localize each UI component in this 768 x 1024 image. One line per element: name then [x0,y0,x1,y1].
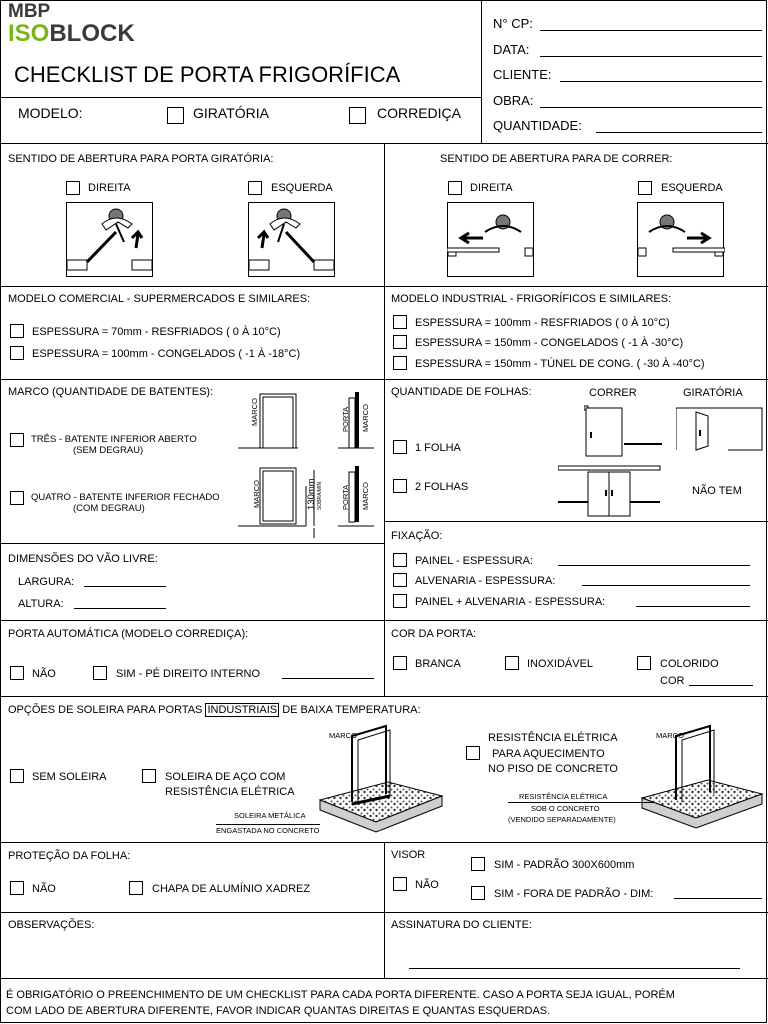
fixacao-alvenaria-label: ALVENARIA - ESPESSURA: [415,575,556,587]
giratoria-esquerda-checkbox[interactable] [248,181,262,195]
resistencia-label-1: RESISTÊNCIA ELÉTRICA [488,732,618,744]
soleira-title-a: OPÇÕES DE SOLEIRA PARA PORTAS [8,704,203,716]
logo [8,2,135,46]
cor-inox-checkbox[interactable] [505,656,519,670]
resistencia-eletrica-small: RESISTÊNCIA ELÉTRICA [519,792,608,801]
soleira-aco-checkbox[interactable] [142,769,156,783]
obra-label: OBRA: [493,93,534,108]
soleira-title [8,703,421,717]
logo-block: BLOCK [49,20,135,47]
logo-iso: ISO [8,20,50,47]
sob-concreto-label: SOB O CONCRETO [531,804,600,813]
fixacao-painel-field[interactable] [558,565,750,566]
modelo-corredica-label: CORREDIÇA [377,105,462,121]
porta-lbl-2: PORTA [341,484,350,510]
industrial-150-tunel-checkbox[interactable] [393,356,407,370]
cor-field[interactable] [689,685,753,686]
fixacao-ambos-field[interactable] [636,606,750,607]
folhas-nao-tem: NÃO TEM [692,485,742,497]
industrial-100-label: ESPESSURA = 100mm - RESFRIADOS ( 0 À 10°C) [415,317,670,329]
automatica-nao-checkbox[interactable] [10,666,24,680]
resistencia-label-3: NO PISO DE CONCRETO [488,763,618,775]
visor-fora-field[interactable] [674,898,762,899]
marco-lbl-2: MARCO [361,404,370,432]
altura-label: ALTURA: [18,598,64,610]
marco-title: MARCO (QUANTIDADE DE BATENTES): [8,386,214,398]
largura-field[interactable] [84,586,166,587]
soleira-metalica-label: SOLEIRA METÁLICA [234,811,306,820]
sliding-door-left-diagram [637,202,725,278]
cp-label: N° CP: [493,16,533,31]
pe-direito-field[interactable] [282,678,374,679]
protecao-title: PROTEÇÃO DA FOLHA: [8,850,131,862]
protecao-nao-checkbox[interactable] [10,881,24,895]
marco-tres-diagram [238,392,378,454]
soleira-title-boxed: INDUSTRIAIS [207,704,278,716]
porta-lbl-1: PORTA [341,406,350,432]
folhas-giratoria-heading: GIRATÓRIA [683,387,743,399]
vendido-label: (VENDIDO SEPARADAMENTE) [508,815,616,824]
sem-soleira-label: SEM SOLEIRA [32,771,107,783]
folha-2-correr-diagram [558,464,662,518]
soleira-aco-label: SOLEIRA DE AÇO COM [165,771,286,783]
visor-nao-label: NÃO [415,879,439,891]
marco-quatro-checkbox[interactable] [10,491,24,505]
protecao-nao-label: NÃO [32,883,56,895]
fixacao-painel-label: PAINEL - ESPESSURA: [415,555,533,567]
engastada-label: ENGASTADA NO CONCRETO [216,826,320,835]
swing-door-left-diagram [248,202,336,278]
folha-1-checkbox[interactable] [393,440,407,454]
correr-esquerda-checkbox[interactable] [638,181,652,195]
comercial-70-label: ESPESSURA = 70mm - RESFRIADOS ( 0 À 10°C) [32,326,281,338]
comercial-100-checkbox[interactable] [10,346,24,360]
sentido-giratoria-title: SENTIDO DE ABERTURA PARA PORTA GIRATÓRIA: [8,153,274,165]
dim-130-label: 130mm [306,478,317,510]
visor-fora-checkbox[interactable] [471,886,485,900]
soleira-aco-label-2: RESISTÊNCIA ELÉTRICA [165,786,295,798]
footer-note-2: COM LADO DE ABERTURA DIFERENTE, FAVOR INDICAR QUANTAS DIREITAS E QUANTAS ESQUERDAS. [6,1005,551,1017]
automatica-sim-checkbox[interactable] [93,666,107,680]
comercial-100-label: ESPESSURA = 100mm - CONGELADOS ( -1 À -18°C) [32,348,301,360]
dimensoes-title: DIMENSÕES DO VÃO LIVRE: [8,553,158,565]
folha-1-correr-diagram [584,404,664,458]
marco-quatro-sub: (COM DEGRAU) [73,503,145,514]
visor-padrao-checkbox[interactable] [471,857,485,871]
cliente-field[interactable] [560,81,762,82]
cor-colorido-checkbox[interactable] [637,656,651,670]
industrial-150-congelados-checkbox[interactable] [393,335,407,349]
marco-tres-sub: (SEM DEGRAU) [73,445,144,456]
resistencia-checkbox[interactable] [466,746,480,760]
data-field[interactable] [540,56,762,57]
correr-direita-label: DIREITA [470,182,513,194]
altura-field[interactable] [74,608,166,609]
cor-branca-checkbox[interactable] [393,656,407,670]
sliding-door-right-diagram [447,202,535,278]
cor-colorido-label: COLORIDO [660,658,719,670]
correr-direita-checkbox[interactable] [448,181,462,195]
giratoria-esquerda-label: ESQUERDA [271,182,333,194]
footer-note-1: É OBRIGATÓRIO O PREENCHIMENTO DE UM CHECKLIST PARA CADA PORTA DIFERENTE. CASO A PORTA SEJA IGUAL, PORÉM [6,989,675,1001]
marco-label-resistencia: MARCO [656,731,684,740]
fixacao-painel-checkbox[interactable] [393,553,407,567]
visor-nao-checkbox[interactable] [393,877,407,891]
sem-soleira-checkbox[interactable] [10,769,24,783]
industrial-150-tunel-label: ESPESSURA = 150mm - TÚNEL DE CONG. ( -30 À -40°C) [415,358,705,370]
folhas-correr-heading: CORRER [589,387,637,399]
modelo-industrial-title: MODELO INDUSTRIAL - FRIGORÍFICOS E SIMILARES: [391,293,672,305]
folha-2-label: 2 FOLHAS [415,481,469,493]
page-title: CHECKLIST DE PORTA FRIGORÍFICA [14,62,401,87]
folha-1-giratoria-diagram [676,406,764,452]
visor-title: VISOR [391,849,426,861]
data-label: DATA: [493,42,530,57]
sentido-correr-title: SENTIDO DE ABERTURA PARA DE CORRER: [440,153,673,165]
observacoes-title: OBSERVAÇÕES: [8,919,95,931]
cor-title: COR DA PORTA: [391,628,477,640]
marco-label-soleira: MARCO [329,731,357,740]
giratoria-direita-checkbox[interactable] [66,181,80,195]
modelo-giratoria-checkbox[interactable] [167,107,184,124]
industrial-100-checkbox[interactable] [393,315,407,329]
logo-line1: MBP [8,1,51,22]
folhas-title: QUANTIDADE DE FOLHAS: [391,386,532,398]
resistencia-underline [508,802,654,803]
soleira-title-b: DE BAIXA TEMPERATURA: [282,704,421,716]
swing-door-right-diagram [66,202,154,278]
folha-1-label: 1 FOLHA [415,442,461,454]
marco-lbl-3: MARCO [252,480,261,508]
visor-padrao-label: SIM - PADRÃO 300X600mm [494,859,635,871]
folha-2-checkbox[interactable] [393,479,407,493]
marco-lbl-4: MARCO [361,482,370,510]
protecao-chapa-label: CHAPA DE ALUMÍNIO XADREZ [152,883,311,895]
marco-tres-checkbox[interactable] [10,433,24,447]
observacoes-field[interactable] [4,934,380,974]
obra-field[interactable] [540,107,762,108]
marco-lbl-1: MARCO [250,398,259,426]
cor-label: COR [660,675,685,687]
marco-tres-label: TRÊS - BATENTE INFERIOR ABERTO [31,434,197,445]
sobra-label: SOBRA/MIN [317,481,323,510]
protecao-chapa-checkbox[interactable] [129,881,143,895]
marco-quatro-label: QUATRO - BATENTE INFERIOR FECHADO [31,492,220,503]
cliente-label: CLIENTE: [493,67,552,82]
assinatura-field[interactable] [409,968,740,969]
quantidade-field[interactable] [596,132,762,133]
automatica-title: PORTA AUTOMÁTICA (MODELO CORREDIÇA): [8,628,249,640]
giratoria-direita-label: DIREITA [88,182,131,194]
visor-fora-label: SIM - FORA DE PADRÃO - DIM: [494,888,654,900]
correr-esquerda-label: ESQUERDA [661,182,723,194]
fixacao-ambos-label: PAINEL + ALVENARIA - ESPESSURA: [415,596,606,608]
modelo-comercial-title: MODELO COMERCIAL - SUPERMERCADOS E SIMILARES: [8,293,311,305]
modelo-corredica-checkbox[interactable] [349,107,366,124]
fixacao-title: FIXAÇÃO: [391,530,443,542]
modelo-giratoria-label: GIRATÓRIA [193,105,269,121]
fixacao-ambos-checkbox[interactable] [393,594,407,608]
fixacao-alvenaria-checkbox[interactable] [393,573,407,587]
comercial-70-checkbox[interactable] [10,324,24,338]
assinatura-title: ASSINATURA DO CLIENTE: [391,919,532,931]
cor-inox-label: INOXIDÁVEL [527,658,594,670]
resistencia-label-2: PARA AQUECIMENTO [492,748,605,760]
quantidade-label: QUANTIDADE: [493,118,582,133]
industrial-150-congelados-label: ESPESSURA = 150mm - CONGELADOS ( -1 À -30°C) [415,337,684,349]
automatica-nao-label: NÃO [32,668,56,680]
cp-field[interactable] [540,30,762,31]
fixacao-alvenaria-field[interactable] [582,585,750,586]
modelo-label: MODELO: [18,105,83,121]
cor-branca-label: BRANCA [415,658,461,670]
largura-label: LARGURA: [18,576,75,588]
automatica-sim-label: SIM - PÉ DIREITO INTERNO [116,668,261,680]
